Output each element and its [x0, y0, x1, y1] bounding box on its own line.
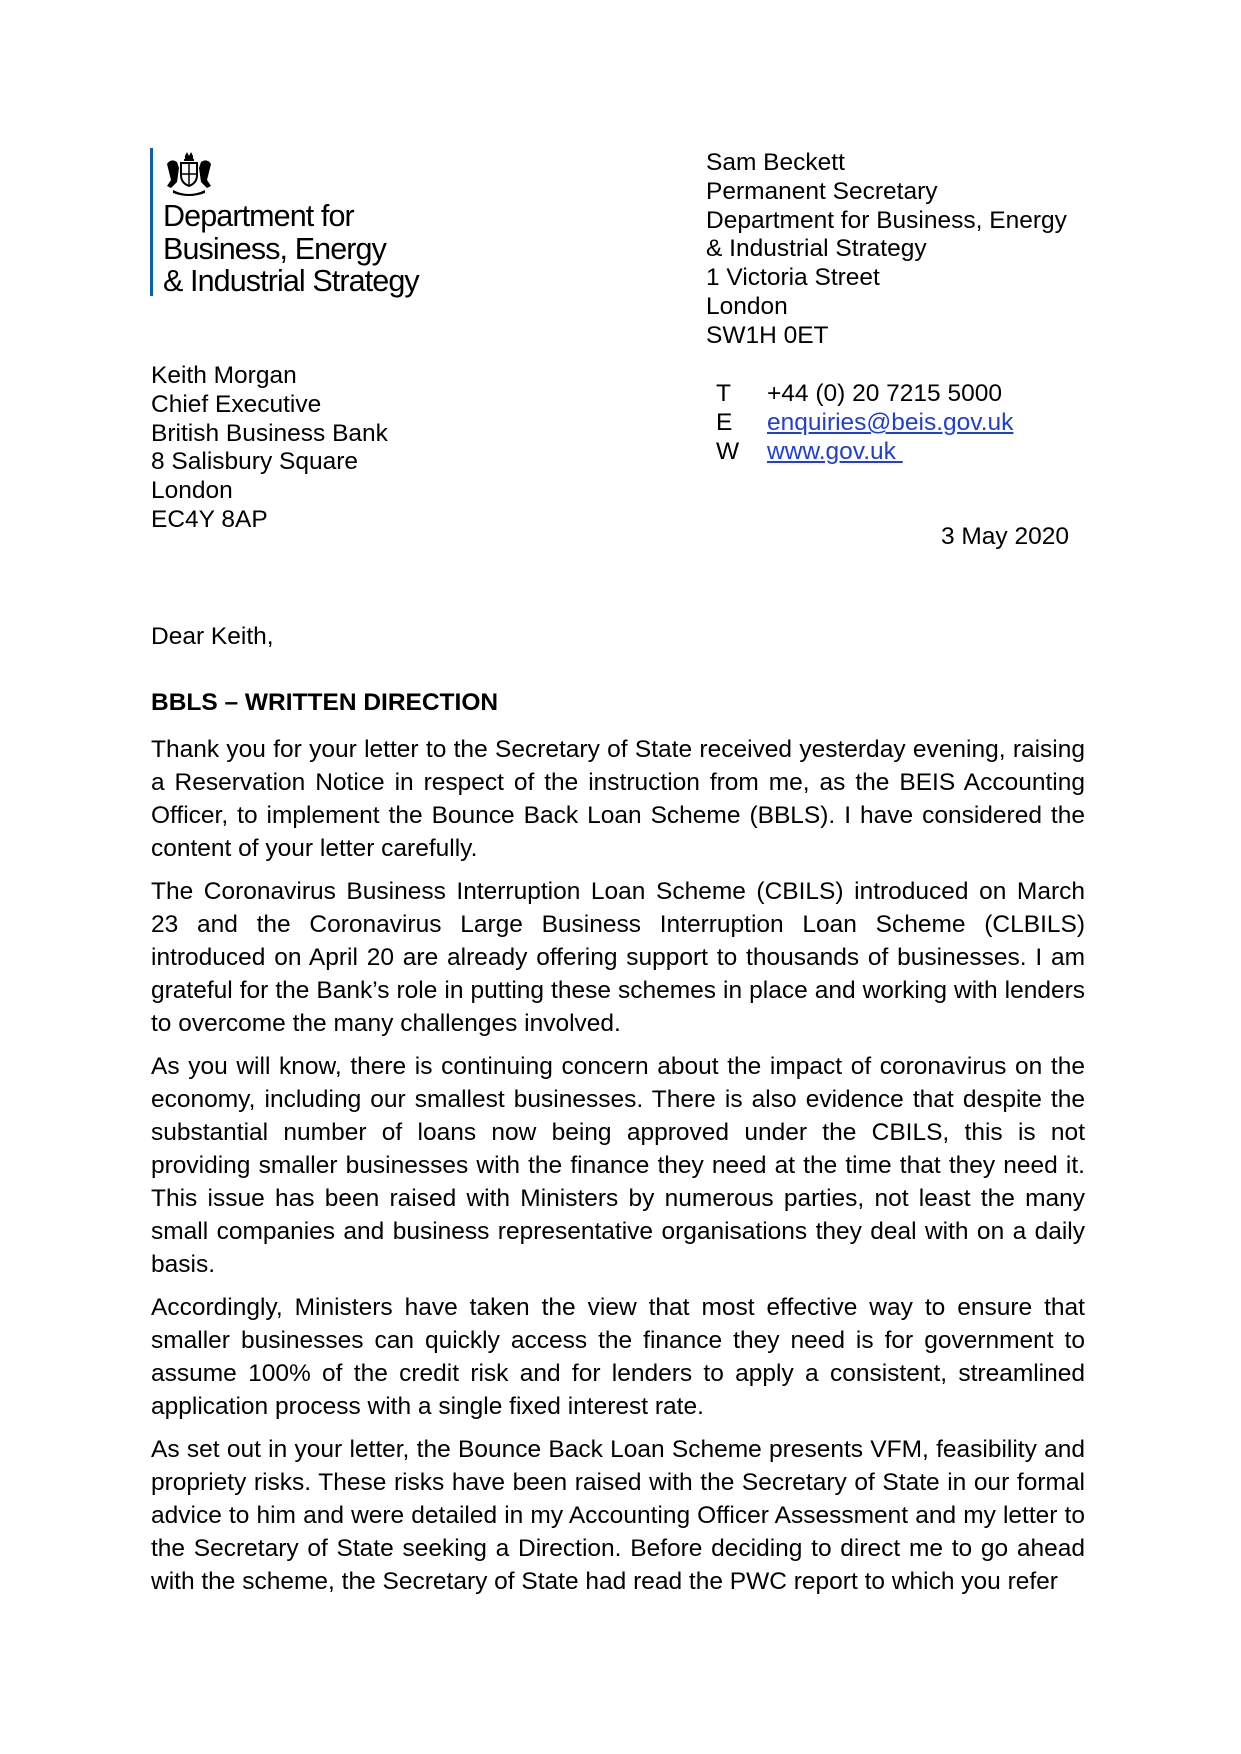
department-logo: [150, 148, 460, 296]
contact-email: [716, 408, 1013, 437]
royal-coat-of-arms-icon: [163, 150, 215, 196]
body-paragraph: As set out in your letter, the Bounce Back Loan Scheme presents VFM, feasibility and propriety risks. These risks have been raised with the Secretary of State in our formal advice to him and were detailed in my Accounting Officer Assessment and my letter to the Secretary of State seeking a Direction. Before deciding to direct me to go ahead with the scheme, the Secretary of State had read the PWC report to which you refer: [151, 1436, 1085, 1595]
sender-name: Sam Beckett: [706, 149, 845, 176]
body-paragraph: The Coronavirus Business Interruption Loan Scheme (CBILS) introduced on March 23 and the Coronavirus Large Business Interruption Loan Scheme (CLBILS) introduced on April 20 are already offering support to thousands of businesses. I am grateful for the Bank’s role in putting these schemes in place and working with lenders to overcome the many challenges involved.: [151, 878, 1085, 1037]
body-paragraph: As you will know, there is continuing concern about the impact of coronavirus on the economy, including our smallest businesses. There is also evidence that despite the substantial number of loans now being approved under the CBILS, this is not providing smaller businesses with the finance they need at the time that they need it. This issue has been raised with Ministers by numerous parties, not least the many small companies and business representative organisations they deal with on a daily basis.: [151, 1053, 1085, 1278]
body-paragraph: Thank you for your letter to the Secretary of State received yesterday evening, raising a Reservation Notice in respect of the instruction from me, as the BEIS Accounting Officer, to implement the Bounce Back Loan Scheme (BBLS). I have considered the content of your letter carefully.: [151, 736, 1085, 862]
recipient-title: Chief Executive: [151, 390, 322, 418]
recipient-name: Keith Morgan: [151, 362, 297, 389]
recipient-address: [151, 362, 388, 535]
phone-number: +44 (0) 20 7215 5000: [767, 380, 1002, 407]
contact-web: [716, 437, 1013, 466]
logo-line: & Industrial Strategy: [163, 264, 419, 298]
recipient-postcode: EC4Y 8AP: [151, 505, 268, 533]
letter-date: 3 May 2020: [940, 523, 1069, 550]
sender-line: London: [706, 292, 788, 320]
sender-postcode: SW1H 0ET: [706, 321, 829, 349]
department-name: [163, 200, 419, 298]
contact-key: W: [716, 438, 740, 465]
contact-key: T: [716, 380, 731, 407]
sender-line: 1 Victoria Street: [706, 264, 880, 292]
sender-line: & Industrial Strategy: [706, 235, 927, 263]
salutation: Dear Keith,: [151, 623, 274, 650]
sender-line: Department for Business, Energy: [706, 206, 1067, 234]
body-paragraph: Accordingly, Ministers have taken the view that most effective way to ensure that smaller businesses can quickly access the finance they need is for government to assume 100% of the credit risk and for lenders to apply a consistent, streamlined application process with a single fixed interest rate.: [151, 1294, 1085, 1420]
website-link[interactable]: www.gov.uk: [767, 438, 903, 465]
contact-key: E: [716, 409, 733, 436]
recipient-line: London: [151, 477, 233, 505]
recipient-line: British Business Bank: [151, 419, 388, 447]
logo-line: Business, Energy: [163, 231, 386, 266]
logo-accent-bar: [150, 148, 153, 296]
logo-line: Department for: [163, 199, 354, 233]
email-link[interactable]: enquiries@beis.gov.uk: [767, 409, 1014, 436]
recipient-line: 8 Salisbury Square: [151, 448, 359, 476]
letter-body: [151, 733, 1085, 1608]
sender-address: [706, 149, 1067, 351]
contact-details: [716, 379, 1013, 466]
sender-title: Permanent Secretary: [706, 177, 938, 205]
contact-phone: [716, 379, 1013, 408]
subject-heading: BBLS – WRITTEN DIRECTION: [151, 689, 499, 716]
